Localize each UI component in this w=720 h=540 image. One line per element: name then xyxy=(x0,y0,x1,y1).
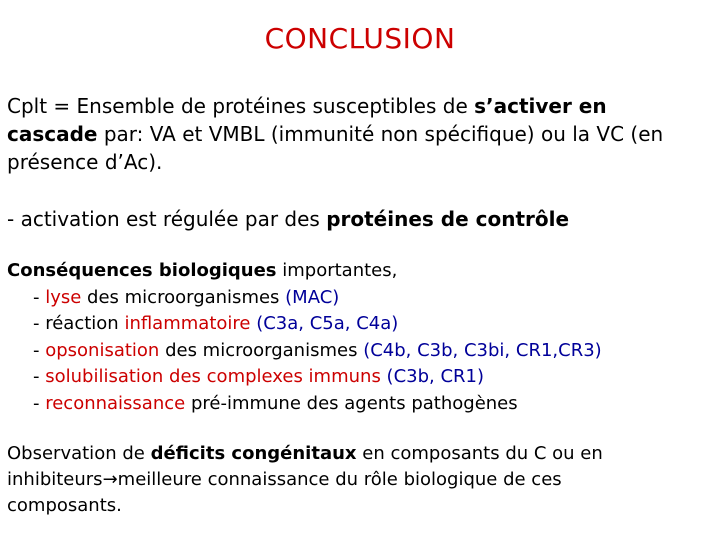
definition-line-3: présence d’Ac). xyxy=(7,150,163,174)
dash: - xyxy=(33,392,46,414)
bold-term: Conséquences biologiques xyxy=(7,260,277,281)
text-segment: inhibiteurs xyxy=(7,469,103,490)
observation-line-3: composants. xyxy=(7,495,122,516)
highlight-term: lyse xyxy=(45,286,82,308)
highlight-term: opsonisation xyxy=(45,339,160,361)
consequences-heading xyxy=(7,258,720,285)
definition-paragraph xyxy=(7,92,720,176)
text-segment: des microorganismes xyxy=(81,286,286,308)
dash: - xyxy=(33,366,46,387)
dash: - xyxy=(33,313,46,334)
text-segment: réaction xyxy=(45,313,125,334)
list-item-lysis xyxy=(7,285,720,312)
note: (C3b, CR1) xyxy=(380,366,485,387)
text-segment: par: VA et VMBL (immunité non spécifique) ou la VC (en xyxy=(97,122,664,146)
text-segment: - activation est régulée par des xyxy=(7,207,327,231)
list-item-recognition xyxy=(7,391,720,418)
regulation-line xyxy=(7,205,720,233)
slide-title: CONCLUSION xyxy=(264,22,456,55)
dash: - xyxy=(33,286,46,308)
list-item-solubilisation xyxy=(7,364,720,391)
definition-line-2 xyxy=(7,120,720,148)
text-segment: en composants du C ou en xyxy=(356,443,603,464)
highlight-term: reconnaissance xyxy=(45,392,186,414)
observation-line-2 xyxy=(7,467,720,493)
consequences-section xyxy=(7,258,720,417)
highlight-term: inflammatoire xyxy=(124,313,251,334)
bold-term: protéines de contrôle xyxy=(326,207,570,231)
bold-term: s’activer en xyxy=(474,94,607,118)
dash: - xyxy=(33,339,46,361)
note: (MAC) xyxy=(285,286,340,308)
note: (C4b, C3b, C3bi, CR1,CR3) xyxy=(363,339,602,361)
bold-term: déficits congénitaux xyxy=(150,443,357,464)
text-segment: des microorganismes xyxy=(159,339,364,361)
text-segment: pré-immune des agents pathogènes xyxy=(185,392,518,414)
observation-line-1 xyxy=(7,441,720,467)
definition-line-1 xyxy=(7,92,720,120)
text-segment: Cplt = Ensemble de protéines susceptibles de xyxy=(7,94,475,118)
list-item-inflammation xyxy=(7,311,720,338)
bold-term: cascade xyxy=(7,122,98,146)
list-item-opsonisation xyxy=(7,338,720,365)
note: (C3a, C5a, C4a) xyxy=(250,313,399,334)
arrow-icon: → xyxy=(102,469,118,490)
text-segment: Observation de xyxy=(7,443,151,464)
observation-paragraph xyxy=(7,441,720,519)
text-segment: meilleure connaissance du rôle biologique de ces xyxy=(117,469,562,490)
highlight-term: solubilisation des complexes immuns xyxy=(45,366,381,387)
text-segment: importantes, xyxy=(276,260,398,281)
